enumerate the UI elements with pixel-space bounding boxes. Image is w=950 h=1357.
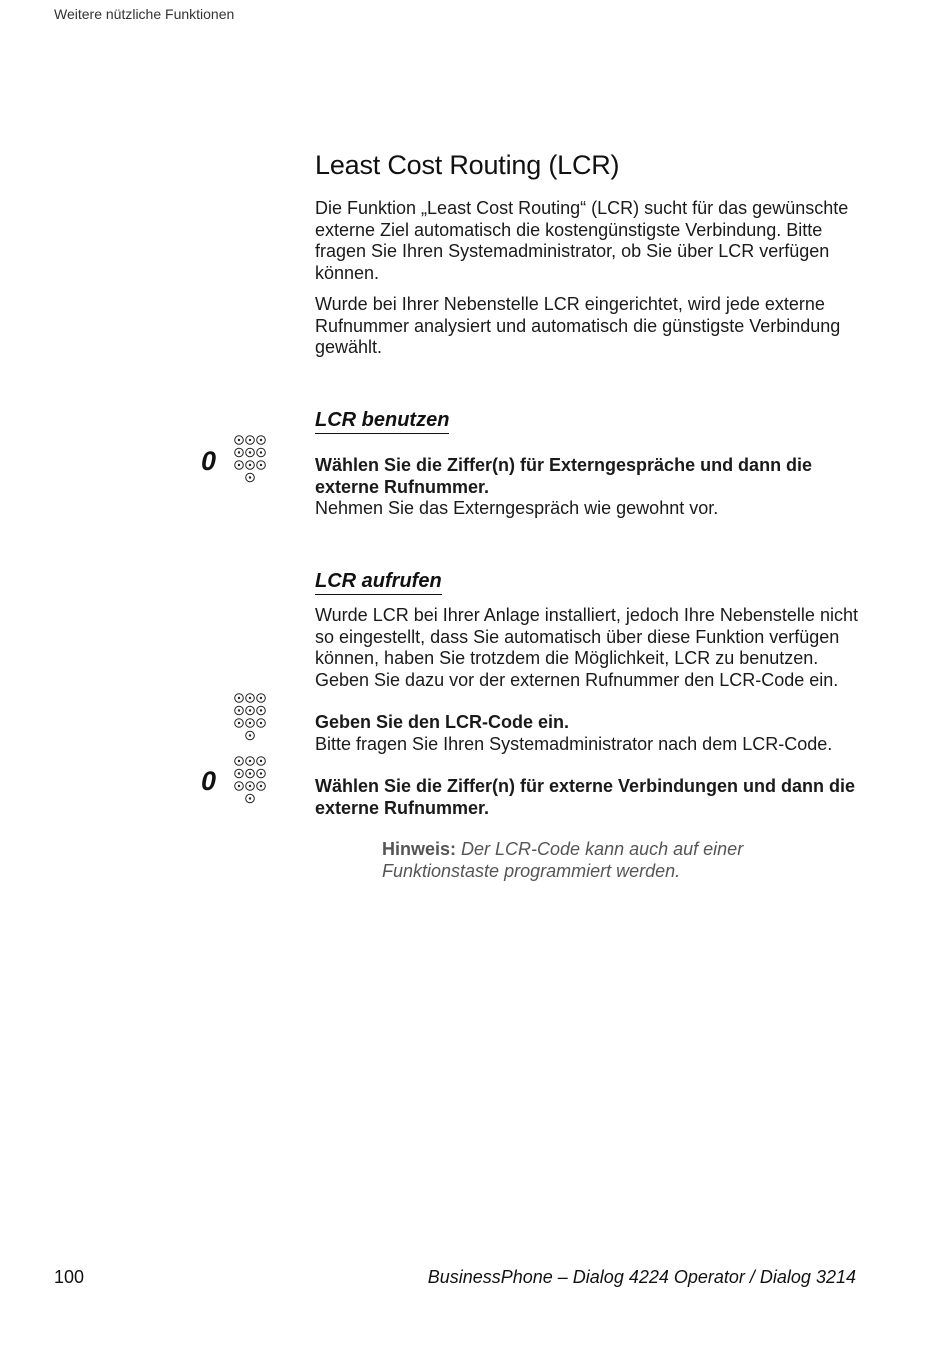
call-lcr-step-1-bold: Geben Sie den LCR-Code ein. bbox=[315, 712, 570, 732]
keypad-icon bbox=[230, 434, 270, 486]
keypad-icon bbox=[230, 692, 270, 744]
page-number: 100 bbox=[54, 1267, 85, 1287]
call-lcr-step-1-text: Bitte fragen Sie Ihren Systemadministrator nach dem LCR-Code. bbox=[315, 733, 833, 754]
page-title: Least Cost Routing (LCR) bbox=[315, 150, 620, 180]
intro-paragraph-2: Wurde bei Ihrer Nebenstelle LCR eingerichtet, wird jede externe Rufnummer analysiert und automatisch die günstigste Verbindung gewählt. bbox=[315, 294, 841, 357]
keypad-icon bbox=[230, 755, 270, 807]
use-lcr-instruction-bold: Wählen Sie die Ziffer(n) für Externgespräche und dann die externe Rufnummer. bbox=[315, 455, 813, 497]
hint-label: Hinweis: bbox=[382, 839, 457, 859]
hint-text: Der LCR-Code kann auch auf einer Funktionstaste programmiert werden. bbox=[382, 839, 744, 881]
running-header: Weitere nützliche Funktionen bbox=[54, 6, 235, 22]
subheading-lcr-benutzen: LCR benutzen bbox=[315, 409, 449, 434]
call-lcr-step-2 bbox=[315, 776, 875, 819]
call-lcr-step-2-bold: Wählen Sie die Ziffer(n) für externe Verbindungen und dann die externe Rufnummer. bbox=[315, 776, 856, 818]
digit-zero-label: 0 bbox=[201, 446, 217, 476]
digit-zero-label: 0 bbox=[201, 766, 217, 796]
subheading-lcr-aufrufen: LCR aufrufen bbox=[315, 570, 442, 595]
use-lcr-instruction bbox=[315, 455, 875, 520]
footer-doc-title: BusinessPhone – Dialog 4224 Operator / Dialog 3214 bbox=[427, 1267, 856, 1287]
use-lcr-instruction-text: Nehmen Sie das Externgespräch wie gewohnt vor. bbox=[315, 498, 719, 518]
call-lcr-intro: Wurde LCR bei Ihrer Anlage installiert, jedoch Ihre Nebenstelle nicht so eingestellt, dass Sie automatisch über diese Funktion verfügen können, haben Sie trotzdem die Möglichkeit, LCR zu benutzen. Geben Sie dazu vor der externen Rufnummer den LCR-Code ein. bbox=[315, 605, 858, 690]
hint-note bbox=[382, 839, 802, 882]
call-lcr-step-1 bbox=[315, 712, 875, 755]
intro-paragraph-1: Die Funktion „Least Cost Routing“ (LCR) sucht für das gewünschte externe Ziel automatisch die kostengünstigste Verbindung. Bitte fragen Sie Ihren Systemadministrator, ob Sie über LCR verfügen können. bbox=[315, 198, 849, 283]
